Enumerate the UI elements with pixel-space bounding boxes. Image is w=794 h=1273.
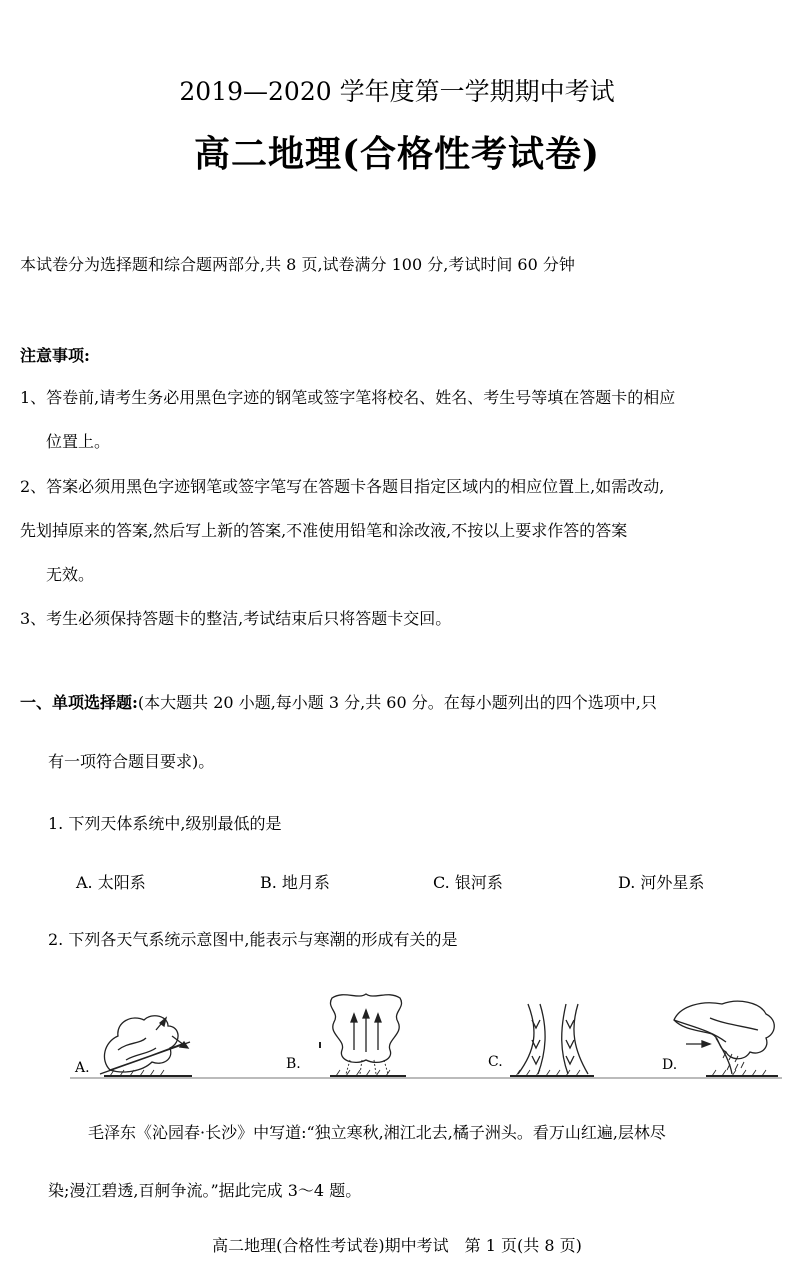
passage-line-1: 毛泽东《沁园春·长沙》中写道:“独立寒秋,湘江北去,橘子洲头。看万山红遍,层林尽 [88, 1123, 666, 1142]
figure-b-label: B. [286, 1056, 301, 1072]
question-1-option-b: B. 地月系 [260, 873, 330, 892]
figure-a-label: A. [75, 1060, 90, 1076]
figure-a-diagram [100, 1016, 192, 1076]
section-1-header [20, 690, 657, 713]
question-1-option-a: A. 太阳系 [76, 873, 146, 892]
figure-d-diagram [674, 1001, 778, 1076]
section-1-desc-line-2: 有一项符合题目要求)。 [48, 752, 215, 771]
weather-system-figures [70, 990, 782, 1082]
section-1-heading: 一、单项选择题: [20, 693, 138, 712]
notice-item-2-line-3: 无效。 [46, 565, 95, 584]
notice-item-2-line-1: 2、答案必须用黑色字迹钢笔或签字笔写在答题卡各题目指定区域内的相应位置上,如需改动, [20, 477, 665, 496]
page-footer: 高二地理(合格性考试卷)期中考试 第 1 页(共 8 页) [212, 1236, 582, 1255]
passage-line-2: 染;漫江碧透,百舸争流。”据此完成 3～4 题。 [48, 1181, 362, 1200]
notice-item-1-line-2: 位置上。 [46, 432, 111, 451]
figure-c-diagram [510, 1004, 594, 1076]
figure-c-label: C. [488, 1054, 503, 1070]
notice-item-1-line-1: 1、答卷前,请考生务必用黑色字迹的钢笔或签字笔将校名、姓名、考生号等填在答题卡的相应 [20, 388, 676, 407]
question-1-option-d: D. 河外星系 [618, 873, 705, 892]
question-1-option-c: C. 银河系 [433, 873, 503, 892]
figure-b-diagram [320, 994, 406, 1076]
notice-item-3: 3、考生必须保持答题卡的整洁,考试结束后只将答题卡交回。 [20, 609, 452, 628]
notice-heading: 注意事项: [20, 346, 90, 365]
question-1-stem: 1. 下列天体系统中,级别最低的是 [48, 814, 282, 833]
question-2-stem: 2. 下列各天气系统示意图中,能表示与寒潮的形成有关的是 [48, 930, 458, 949]
exam-main-title: 高二地理(合格性考试卷) [193, 133, 601, 175]
exam-intro: 本试卷分为选择题和综合题两部分,共 8 页,试卷满分 100 分,考试时间 60 分钟 [20, 255, 575, 274]
section-1-desc-line-1: (本大题共 20 小题,每小题 3 分,共 60 分。在每小题列出的四个选项中,只 [137, 693, 657, 712]
exam-year-title: 2019—2020 学年度第一学期期中考试 [179, 77, 615, 106]
figure-d-label: D. [662, 1057, 678, 1073]
notice-item-2-line-2: 先划掉原来的答案,然后写上新的答案,不准使用铅笔和涂改液,不按以上要求作答的答案 [20, 521, 628, 540]
